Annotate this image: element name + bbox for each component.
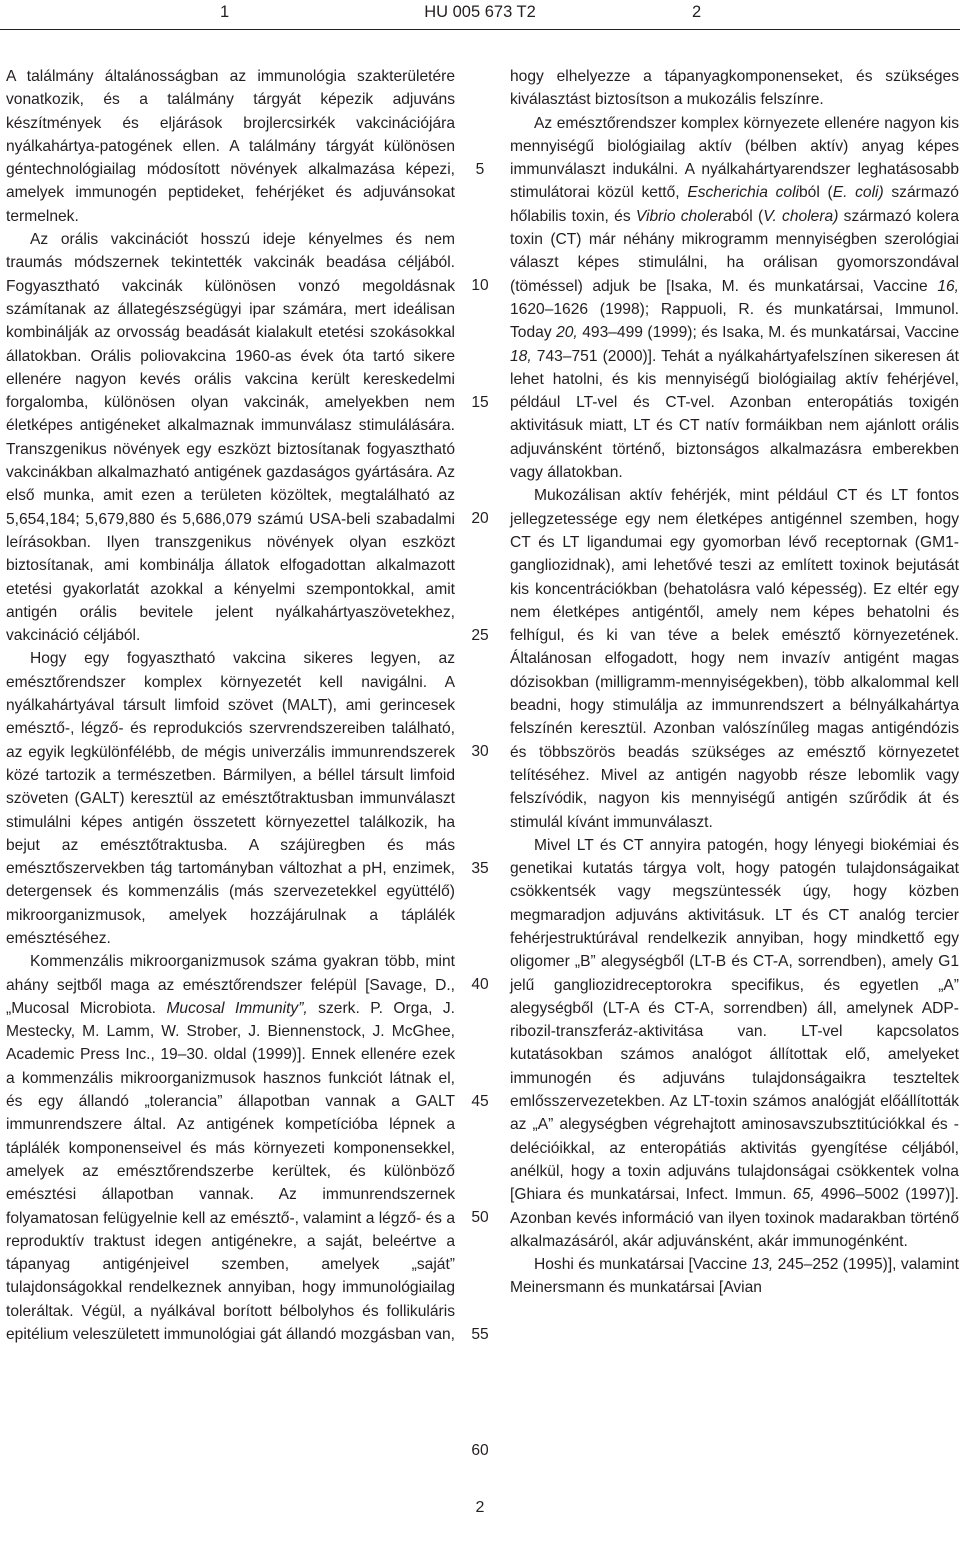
footer-page-number: 2 [475, 1499, 485, 1516]
left-column [6, 65, 455, 1346]
right-paragraph-4 [510, 834, 959, 1253]
text-run: Kommenzális mikroorganizmusok száma gyakran több, mint ahány sejtből maga az emésztőrendszer felépül [Savage, D., „Mucosal Microbiota. [6, 953, 455, 1017]
text-run: 4996–5002 (1997)]. Azonban kevés információ van ilyen toxinok madarakban történő alkalmazásáról, akár adjuvánsként, akár immunogénként. [510, 1186, 959, 1250]
italic-run: 13, [751, 1256, 774, 1274]
left-paragraph-3: Hogy egy fogyasztható vakcina sikeres legyen, az emésztőrendszer komplex környezetét kell navigálni. A nyálkahártyával társult limfoid szövet (MALT), ami gerincesek emésztő-, légző- és reprodukciós szervrendszereiben található, az egyik legkülönfélébb, de mégis univerzális immunrendszerek közé tartozik a természetben. Bármilyen, a béllel társult limfoid szöveten (GALT) keresztül az emésztőtraktusban immunválaszt stimulálni képes antigén összetett környezettel találkozik, ha bejut az emésztőtraktusba. A szájüregben és más emésztőszervekben tág tartományban változhat a pH, enzimek, detergensek és kommenzális (más szervezetekkel együttélő) mikroorganizmusok, amelyek hozzájárulnak a táplálék emésztéséhez. [6, 650, 455, 947]
text-run: Mivel LT és CT annyira patogén, hogy lényegi biokémiai és genetikai kutatás tárgya volt, hogy patogén tulajdonságaikat csökkentsék vagy megszüntessék úgy, hogy közben megmaradjon adjuváns aktivitásuk. LT és CT analóg tercier fehérjestruktúrával rendelkezik annyiban, hogy mindkettő egy oligomer „B” alegységből (LT-B és CT-A, sorrendben), amely G1 jelű gangliozidreceptorokra specifikus, és egyetlen „A” alegységből (LT-A és CT-A, sorrendben) áll, amelynek ADP-ribozil-transzferáz-aktivitása van. LT-vel kapcsolatos kutatásokban számos analógot állítottak elő, amelyeket immunogén és adjuváns tulajdonságaikra teszteltek emlősszervezetekben. Az LT-toxin számos analógját előállították az „A” alegységben végrehajtott aminosavszubsztitúciókkal és -delécióikkal, az enteropátiás aktivitás gyengítése céljából, anélkül, hogy a toxin adjuváns tulajdonságai csökkentek volna [Ghiara és munkatársai, Infect. Immun. [510, 836, 959, 1204]
italic-run: 18, [510, 347, 532, 365]
line-number: 40 [471, 976, 489, 993]
text-run: ból ( [799, 184, 833, 202]
text-run: 1620–1626 (1998); Rappuoli, R. és munkatársai, Immunol. Today [510, 300, 959, 342]
text-run: származó kolera toxin (CT) már néhány mikrogramm mennyiségben szerológiai választ képes stimulálni, ha orálisan gyomorszondával (töméssel) adjuk be [Isaka, M. és munkatársai, Vaccine [510, 207, 959, 295]
line-number: 50 [471, 1209, 489, 1226]
italic-run: V. cholera) [763, 207, 839, 225]
header-left-page-number: 1 [220, 3, 230, 21]
left-paragraph-4 [6, 950, 455, 1346]
header-right-page-number: 2 [692, 3, 702, 21]
text-run: Az emésztőrendszer komplex környezete ellenére nagyon kis mennyiségű biológiailag aktív (bélben aktív) anyag képes immunválaszt indukálni. A nyálkahártyarendszer leghatásosabb stimulátorai közül kettő, [510, 114, 959, 202]
text-run: származó hőlabilis toxin, és [510, 184, 959, 225]
line-number: 25 [471, 627, 489, 644]
text-run: 493–499 (1999); és Isaka, M. és munkatársai, Vaccine [577, 324, 959, 342]
left-paragraph-1: A találmány általánosságban az immunológia szakterületére vonatkozik, és a találmány tárgyát képezik adjuváns készítmények és eljárások brojlercsirkék vakcinációjára nyálkahártya-patogének ellen. A találmány tárgyát különösen géntechnológiailag módosított növények alkalmazása képezi, amelyek immunogén peptideket, fehérjéket és adjuvánsokat termelnek. [6, 68, 455, 225]
italic-run: Vibrio cholera [635, 207, 732, 225]
line-number: 55 [471, 1326, 489, 1343]
text-run: Hoshi és munkatársai [Vaccine [534, 1256, 752, 1274]
italic-run: 65, [792, 1186, 815, 1204]
right-paragraph-5 [510, 1253, 959, 1300]
line-number-gutter [464, 0, 496, 1541]
italic-run: E. coli) [832, 184, 884, 202]
italic-run: Escherichia coli [687, 184, 799, 202]
text-run: 743–751 (2000)]. Tehát a nyálkahártyafelszínen sikeresen át lehet hatolni, és kis mennyiségű biológiailag aktív fehérjével, például LT-vel és CT-vel. Azonban enteropátiás toxigén aktivitásuk miatt, LT és CT natív formáikban nem ajánlott orális adjuvánsként történő, biztonságos alkalmazásra emberekben vagy állatokban. [510, 347, 959, 482]
italic-run: 20, [556, 324, 578, 342]
right-paragraph-3: Mukozálisan aktív fehérjék, mint például CT és LT fontos jellegzetessége egy nem életképes antigénnel szemben, hogy CT és LT ligandumai egy gyomorban lévő receptornak (GM1-gangliozidnak), ami lehetővé teszi az említett toxinok bejutását kis koncentrációkban (behatolásra való képesség). Ez eltér egy nem életképes antigéntől, amely nem képes behatolni és felhígul, és ki van téve a belek emésztő környezetének. Általánosan elfogadott, hogy nem invazív antigént magas dózisokban (milligramm-mennyiségekben), több alkalommal kell beadni, hogy stimulálja az immunrendszert a bélnyálkahártya felszínén keresztül. Azonban valószínűleg magas antigéndózis és többszörös beadás szükséges az emésztő környezetet telítéséhez. Mivel az antigén nagyobb része lebomlik vagy felszívódik, nagyon kis mennyiségű antigén szűrődik át és stimulál kívánt immunválaszt. [510, 487, 959, 831]
italic-run: 16, [937, 277, 959, 295]
left-paragraph-2: Az orális vakcinációt hosszú ideje kényelmes és nem traumás módszernek tekintették vakcinák beadása céljából. Fogyasztható vakcinák különösen vonzó megoldásnak számítanak az állategészségügyi ipar számára, mert ideálisan kombinálják az orvosság beadását kialakult etetési szokásokkal állatokban. Orális poliovakcina 1960-as évek óta tartó sikere ellenére nagyon kevés orális vakcina került kereskedelmi forgalomba, különösen olyan vakcinák, amelyekben nem életképes antigéneket alkalmaznak immunválasz stimulálására. Transzgenikus növények egy eszközt biztosítanak fogyasztható vakcinákban alkalmazható antigének gazdaságos gyártására. Az első munka, amit ezen a területen közöltek, megtalálható az 5,654,184; 5,679,880 és 5,686,079 számú USA-beli szabadalmi leírásokban. Ilyen transzgenikus növények olyan eszközt biztosítanak, ami kombinálja állatok elfogadottan alkalmazott etetési gyakorlatát azokkal a kényelmi szempontokkal, amit antigén orális bevitele jelent nyálkahártyaszövetekhez, vakcináció céljából. [6, 231, 455, 645]
text-run: ból ( [731, 207, 764, 225]
line-number: 30 [471, 743, 489, 760]
right-paragraph-2 [510, 112, 959, 485]
line-number: 5 [475, 161, 485, 178]
right-paragraph-1: hogy elhelyezze a tápanyagkomponenseket, és szükséges kiválasztást biztosítson a mukozális felszínre. [510, 68, 959, 109]
line-number: 20 [471, 510, 489, 527]
line-number: 15 [471, 394, 489, 411]
header-document-id: HU 005 673 T2 [424, 3, 536, 21]
italic-run: Mucosal Immunity”, [166, 999, 308, 1017]
text-run: 245–252 (1995)], valamint Meinersmann és munkatársai [Avian [510, 1256, 959, 1297]
line-number: 45 [471, 1093, 489, 1110]
right-column [510, 65, 959, 1300]
line-number: 60 [471, 1442, 489, 1459]
line-number: 35 [471, 860, 489, 877]
text-run: szerk. P. Orga, J. Mestecky, M. Lamm, W. Strober, J. Biennenstock, J. McGhee, Academic Press Inc., 19–30. oldal (1999)]. Ennek ellenére ezek a kommenzális mikroorganizmusok hasznos funkciót látnak el, és egy állandó „tolerancia” állapotban vannak a GALT immunrendszere által. Az antigének kompetícióba lépnek a táplálék komponenseivel és más környezeti komponensekkel, amelyek az emésztőrendszerbe kerültek, és különböző emésztési állapotban vannak. Az immunrendszernek folyamatosan felügyelnie kell az emésztő-, valamint a légző- és a reproduktív traktust idegen antigénekre, a saját, beleértve a tápanyag antigénjeivel szemben, amelyek „saját” tulajdonságokkal rendelkeznek annyiban, hogy immunológiailag toleráltak. Végül, a nyálkával borított bélbolyhos és follikuláris epitélium veleszületett immunológiai gát állandó mozgásban van, [6, 999, 456, 1344]
line-number: 10 [471, 277, 489, 294]
